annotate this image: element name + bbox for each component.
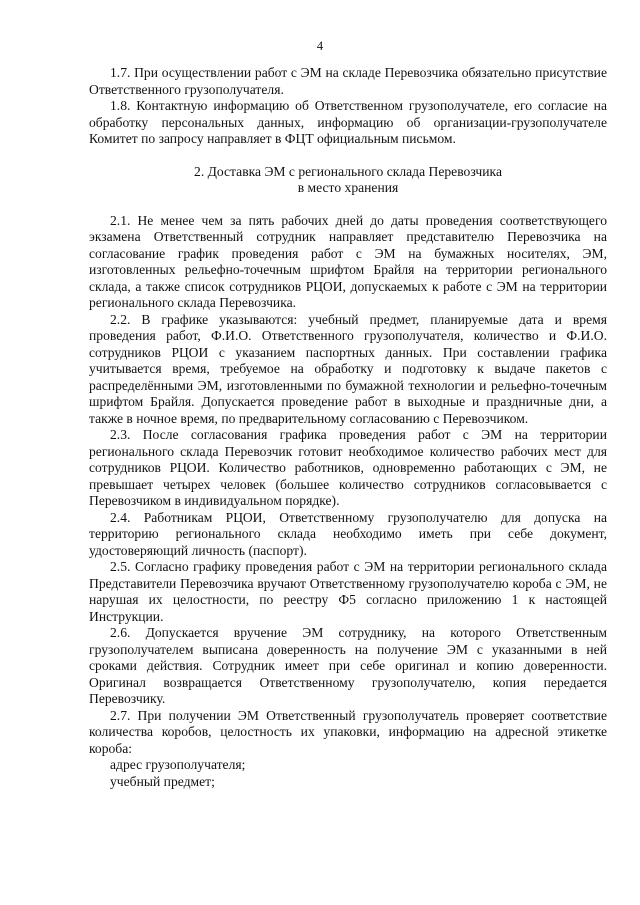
spacer	[89, 148, 607, 164]
list-item: адрес грузополучателя;	[110, 757, 246, 772]
section-title	[89, 164, 607, 197]
section-title-line-1: 2. Доставка ЭМ с регионального склада Перевозчика	[194, 163, 502, 179]
paragraph-1-7: 1.7. При осуществлении работ с ЭМ на складе Перевозчика обязательно присутствие Ответственного грузополучателя.	[89, 65, 607, 97]
paragraph-1-8: 1.8. Контактную информацию об Ответственном грузополучателе, его согласие на обработку персональных данных, информацию об организации-грузополучателе Комитет по запросу направляет в ФЦТ официальным письмом.	[89, 98, 607, 146]
paragraph-2-3: 2.3. После согласования графика проведения работ с ЭМ на территории регионального склада Перевозчик готовит необходимое количество рабочих мест для сотрудников РЦОИ. Количество работников, одновременно работающих с ЭМ, не превышает четырех человек (большее количество сотрудников согласовывается с Перевозчиком в индивидуальном порядке).	[89, 427, 607, 508]
paragraph-2-2: 2.2. В графике указываются: учебный предмет, планируемые дата и время проведения работ, Ф.И.О. Ответственного грузополучателя, количество и Ф.И.О. сотрудников РЦОИ с указанием паспортных данных. При составлении графика учитывается время, требуемое на обработку и подготовку к выдаче пакетов с распределёнными ЭМ, изготовленными по бумажной технологии и рельефно-точечным шрифтом Брайля. Допускается проведение работ в выходные и праздничные дни, а также в ночное время, по предварительному согласованию с Перевозчиком.	[89, 311, 607, 426]
paragraph-2-6: 2.6. Допускается вручение ЭМ сотруднику, на которого Ответственным грузополучателем выписана доверенность на получение ЭМ с указанными в ней сроками действия. Сотрудник имеет при себе оригинал и копию доверенности. Оригинал возвращается Ответственному грузополучателю, копия передается Перевозчику.	[89, 625, 607, 706]
paragraph-2-1: 2.1. Не менее чем за пять рабочих дней до даты проведения соответствующего экзамена Ответственный сотрудник направляет представителю Перевозчика на согласование график проведения работ с ЭМ на бумажных носителях, ЭМ, изготовленных рельефно-точечным шрифтом Брайля на территории регионального склада, а также список сотрудников РЦОИ, допускаемых к работе с ЭМ на территории регионального склада Перевозчика.	[89, 212, 607, 310]
section-title-line-2: в место хранения	[297, 180, 399, 195]
paragraph-2-7: 2.7. При получении ЭМ Ответственный грузополучатель проверяет соответствие количества коробов, целостность их упаковки, информацию на адресной этикетке короба:	[89, 707, 607, 756]
document-body	[89, 65, 607, 790]
page-number: 4	[316, 39, 324, 53]
list-item: учебный предмет;	[110, 773, 215, 789]
paragraph-2-4: 2.4. Работникам РЦОИ, Ответственному грузополучателю для допуска на территорию регионального склада необходимо иметь при себе документ, удостоверяющий личность (паспорт).	[89, 509, 607, 558]
paragraph-2-5: 2.5. Согласно графику проведения работ с ЭМ на территории регионального склада Представители Перевозчика вручают Ответственному грузополучателю короба с ЭМ, не нарушая их целостности, по реестру Ф5 согласно приложению 1 к настоящей Инструкции.	[89, 559, 607, 624]
spacer	[89, 197, 607, 213]
